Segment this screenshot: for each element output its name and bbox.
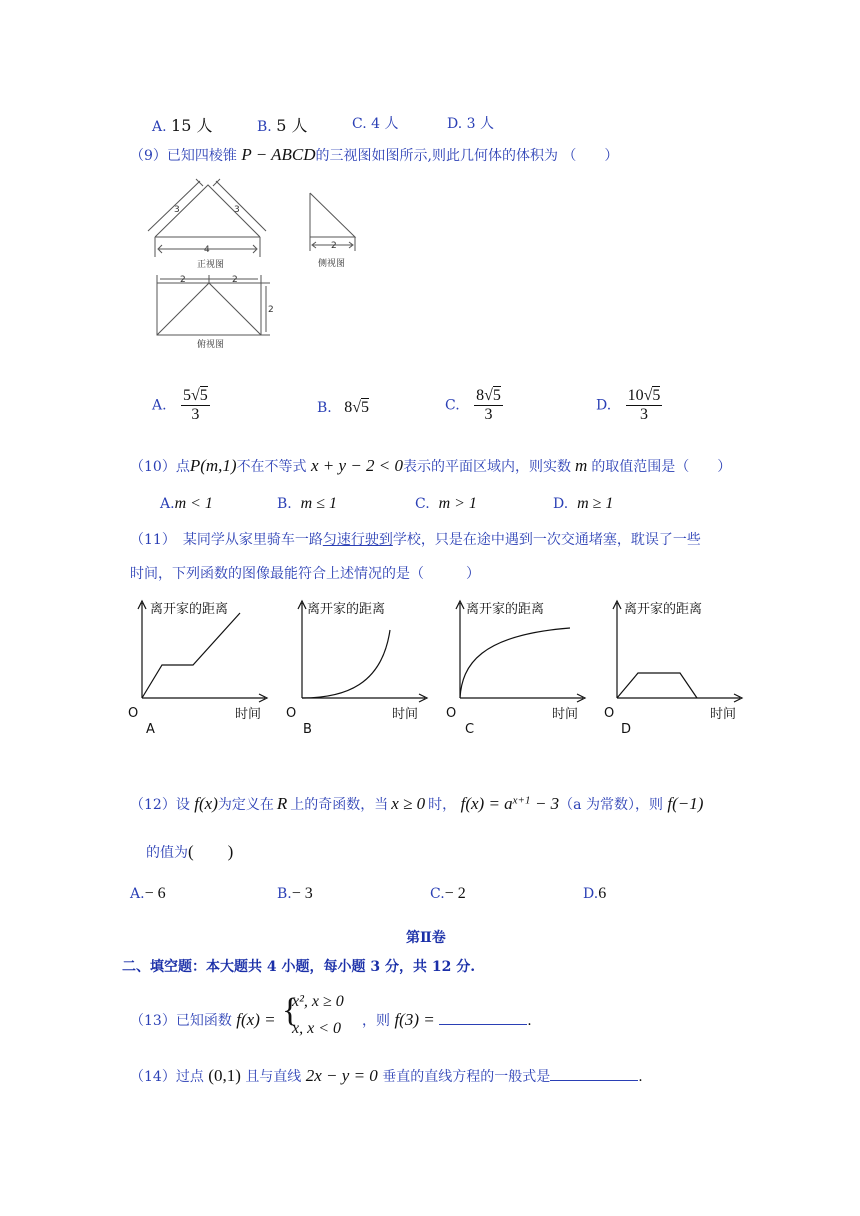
q13-answer: ，则 f(3) = . [362, 1010, 532, 1029]
q12-line2: 的值为( ) [146, 842, 234, 861]
svg-text:O: O [286, 706, 297, 721]
q12-stem: （12）设 f(x)为定义在 R 上的奇函数，当 x ≥ 0 时， $f(x) = a^{x+1} - 3(a$ 为常数），则 f(−1) [130, 794, 704, 813]
q10-stem: （10）点P(m,1)不在不等式 x + y − 2 < 0表示的平面区域内，则实数 m 的取值范围是（ ） [130, 456, 732, 475]
q13-brace: { [282, 992, 299, 1029]
graph-d-xlabel: 时间 [710, 707, 737, 722]
graph-d-label: D [621, 722, 632, 737]
q11-line2: 时间，下列函数的图像最能符合上述情况的是（ ） [130, 566, 480, 582]
graph-a-xlabel: 时间 [235, 707, 262, 722]
q9-option-d: D. $\frac{10√5}{3}$ [596, 387, 661, 423]
q9-option-b: B. 8√5 [317, 399, 369, 416]
graph-a-ylabel: 离开家的距离 [150, 602, 229, 617]
svg-text:O: O [604, 706, 615, 721]
svg-text:2: 2 [180, 275, 186, 285]
q10-option-c: C. m > 1 [415, 495, 477, 512]
three-view-figure [140, 175, 380, 355]
svg-text:2: 2 [268, 305, 274, 315]
q12-option-a: A.− 6 [130, 885, 166, 902]
graph-c-label: C [465, 722, 475, 737]
q13-blank[interactable] [439, 1010, 527, 1025]
graph-b-ylabel: 离开家的距离 [307, 602, 386, 617]
svg-text:2: 2 [331, 241, 337, 251]
q8-option-d: D. 3 人 [447, 116, 494, 132]
svg-text:2: 2 [232, 275, 238, 285]
graph-b-label: B [303, 722, 312, 737]
q9-stem: （9）已知四棱锥 P − ABCD的三视图如图所示,则此几何体的体积为 （ ） [130, 145, 619, 164]
graph-b-xlabel: 时间 [392, 707, 419, 722]
q13-stem: （13）已知函数 f(x) = [130, 1010, 276, 1029]
q12-option-c: C.− 2 [430, 885, 466, 902]
q12-option-d: D.6 [583, 885, 607, 902]
q11-graphs [120, 595, 760, 740]
part2-heading: 二、填空题：本大题共 4 小题，每小题 3 分，共 12 分. [122, 959, 476, 975]
part2-title: 第Ⅱ卷 [406, 930, 446, 946]
graph-c-xlabel: 时间 [552, 707, 579, 722]
graph-a-label: A [146, 722, 155, 737]
q10-option-a: A.m < 1 [160, 495, 213, 512]
side-view-label: 侧视图 [318, 259, 346, 269]
graph-c-ylabel: 离开家的距离 [466, 602, 545, 617]
svg-text:3: 3 [234, 205, 240, 215]
q9-option-c: C. $\frac{8√5}{3}$ [445, 387, 501, 423]
q11-line1: （11） 某同学从家里骑车一路匀速行驶到学校，只是在途中遇到一次交通堵塞，耽误了一些 [130, 532, 701, 548]
q9-option-a: A. $\frac{5√5}{3}$ [152, 387, 208, 423]
graph-d-ylabel: 离开家的距离 [624, 602, 703, 617]
top-view-label: 俯视图 [197, 340, 225, 350]
q14-blank[interactable] [550, 1066, 638, 1081]
q10-option-b: B. m ≤ 1 [277, 495, 337, 512]
svg-text:O: O [128, 706, 139, 721]
q13-case2: x, x < 0 [292, 1020, 341, 1037]
q14-stem: （14）过点 (0,1) 且与直线 2x − y = 0 垂直的直线方程的一般式是 . [130, 1066, 643, 1085]
svg-text:4: 4 [204, 245, 210, 255]
q10-option-d: D. m ≥ 1 [553, 495, 614, 512]
q8-option-b: B. 5 人 [257, 116, 308, 135]
q13-case1: x², x ≥ 0 [292, 993, 344, 1010]
q8-option-c: C. 4 人 [352, 116, 399, 132]
front-view-label: 正视图 [197, 260, 225, 270]
q8-option-a: A. 15 人 [152, 116, 213, 135]
svg-text:O: O [446, 706, 457, 721]
q12-option-b: B.− 3 [277, 885, 313, 902]
svg-text:3: 3 [174, 205, 180, 215]
